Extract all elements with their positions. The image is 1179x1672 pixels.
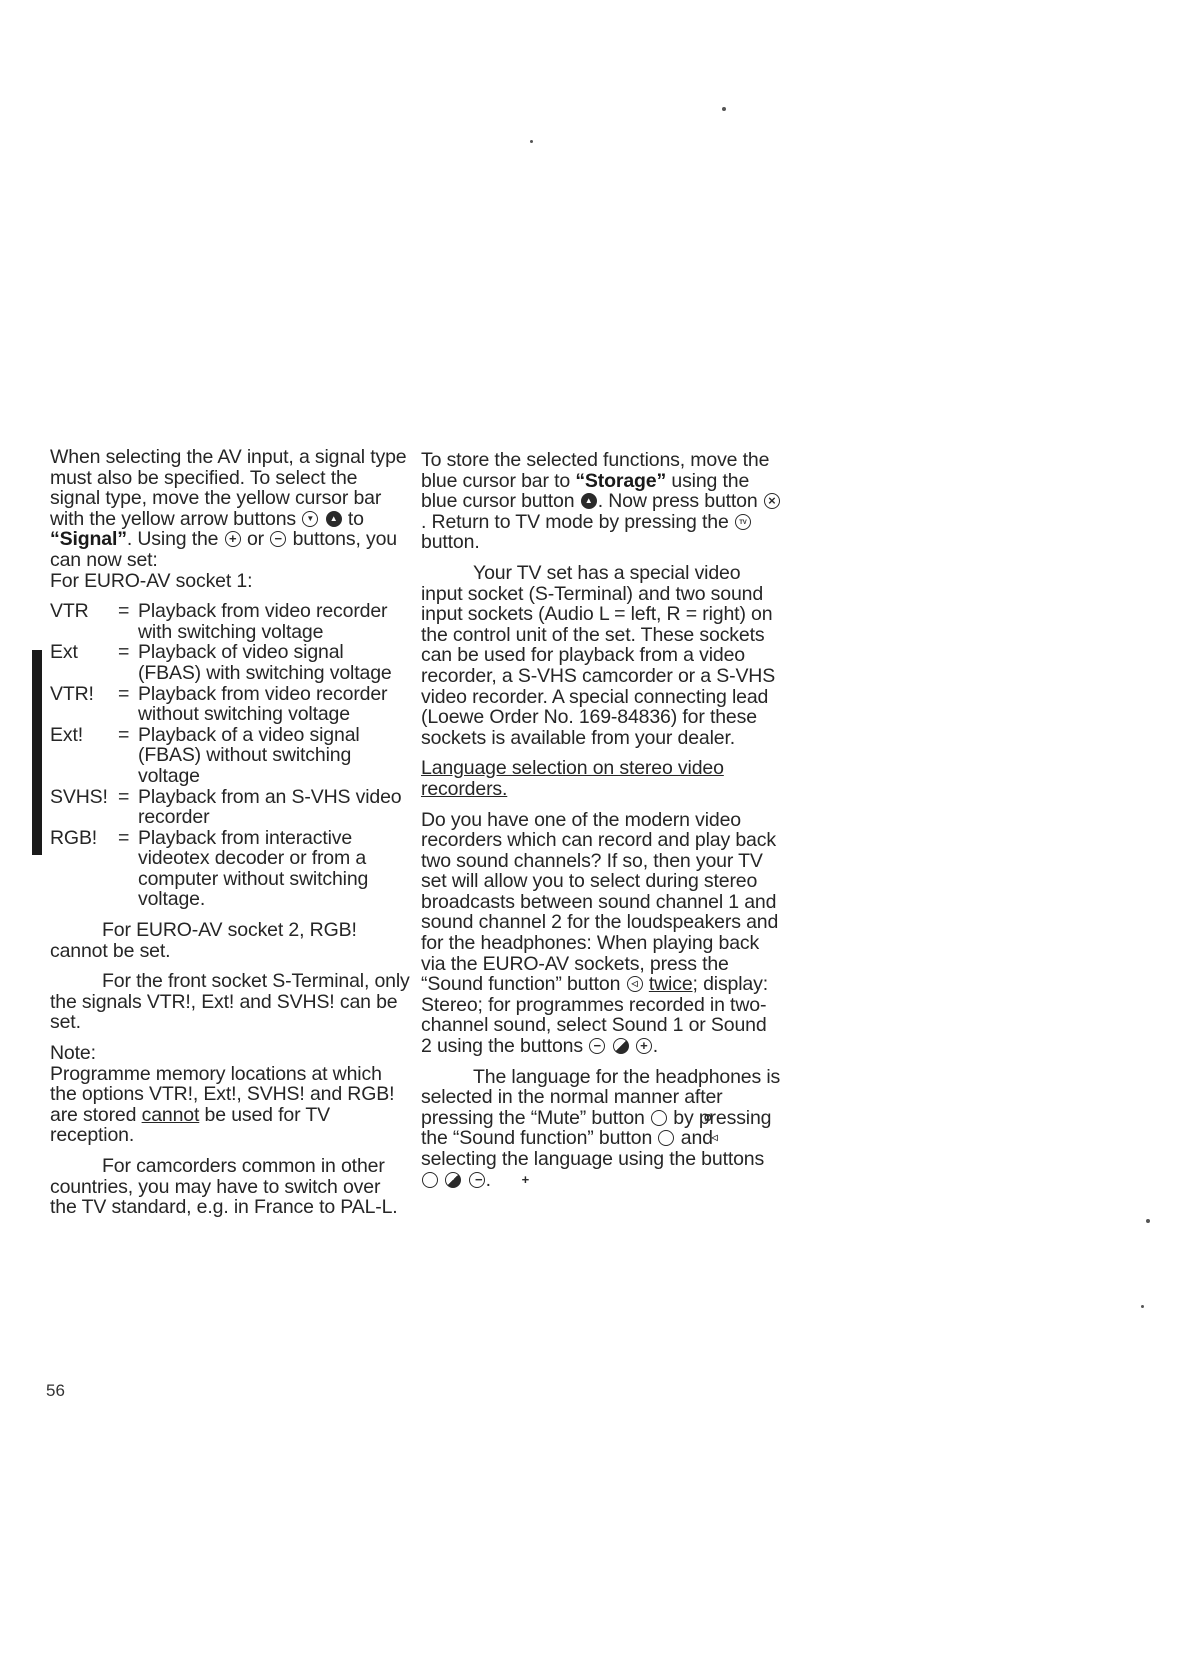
storage-keyword: “Storage” <box>575 469 667 492</box>
signal-description: Playback from video recorder without switching voltage <box>138 682 388 726</box>
signal-equals: = <box>118 785 130 808</box>
modern-text: Do you have one of the modern video recorders which can record and play back two sound channels? If so, then your TV set will allow you to select during stereo broadcasts between sound channel 1 and sound channel 2 for the loudspeakers and for the headphones: When playing back via the EURO-AV sockets, press the “Sound function” button <box>421 808 779 996</box>
plus-icon <box>225 531 241 547</box>
signal-row <box>50 642 410 683</box>
signal-list <box>50 601 410 910</box>
right-column <box>421 450 781 1190</box>
scan-speck <box>722 107 726 111</box>
headphones-text: and selecting the language using the buttons <box>421 1127 765 1170</box>
x-icon <box>764 493 780 509</box>
headphones-text: by pressing the “Sound function” button <box>421 1106 772 1150</box>
balance-icon <box>613 1038 629 1054</box>
tv-icon <box>735 514 751 530</box>
signal-row <box>50 787 410 828</box>
twice-text: twice <box>648 973 693 996</box>
plus-icon <box>636 1038 652 1054</box>
signal-description: Playback from an S-VHS video recorder <box>138 785 402 829</box>
camcorders-paragraph: For camcorders common in other countries, you may have to switch over the TV standard, e.g. in France to PAL-L. <box>50 1155 398 1219</box>
scan-speck <box>530 140 533 143</box>
intro-text: When selecting the AV input, a signal type must also be specified. To select the signal type, move the yellow cursor bar with the yellow arrow buttons <box>50 446 407 530</box>
cursor-down-icon <box>302 511 318 527</box>
signal-code: VTR! <box>50 682 94 705</box>
signal-keyword: “Signal” <box>50 528 127 551</box>
cursor-up-icon <box>581 493 597 509</box>
or-text: or <box>246 528 264 551</box>
signal-description: Playback of a video signal (FBAS) without switching voltage <box>138 723 360 787</box>
signal-description: Playback from interactive videotex decoder or from a computer without switching voltage. <box>138 826 369 911</box>
store-text: . Return to TV mode by pressing the <box>421 510 729 533</box>
signal-row <box>50 828 410 910</box>
note-label: Note: <box>50 1042 96 1065</box>
signal-equals: = <box>118 682 130 705</box>
page-number: 56 <box>46 1381 65 1400</box>
special-input-paragraph: Your TV set has a special video input socket (S-Terminal) and two sound input sockets (Audio L = left, R = right) on the control unit of the set. These sockets can be used for playback from a video recorder, a S-VHS camcorder or a S-VHS video recorder. A special connecting lead (Loewe Order No. 169-84836) for these sockets is available from your dealer. <box>421 561 776 749</box>
note-text: Programme memory locations at which the options VTR!, Ext!, SVHS! and RGB! are stored <box>50 1062 395 1126</box>
cursor-up-icon <box>326 511 342 527</box>
signal-description: Playback of video signal (FBAS) with switching voltage <box>138 641 392 684</box>
signal-equals: = <box>118 600 130 623</box>
signal-row <box>50 684 410 725</box>
front-socket-paragraph: For the front socket S-Terminal, only the signals VTR!, Ext! and SVHS! can be set. <box>50 970 410 1034</box>
scan-speck <box>1141 1305 1144 1308</box>
store-text: To store the selected functions, move the blue cursor bar to <box>421 449 770 492</box>
store-text: button. <box>421 531 480 554</box>
euro-av1-label: For EURO-AV socket 1: <box>50 569 253 592</box>
buttons-set-text: buttons, you can now set: <box>50 528 398 571</box>
minus-icon <box>270 531 286 547</box>
store-text: using the blue cursor button <box>421 469 750 513</box>
note-paragraph <box>50 1064 410 1146</box>
signal-code: Ext <box>50 641 78 664</box>
modern-recorders-paragraph: Do you have one of the modern video recorders which can record and play back two sound channels? If so, then your TV set will allow you to select during stereo broadcasts between sound channel 1 and sound channel 2 for the loudspeakers and for the headphones: When playing back via the EURO-AV sockets, press the “Sound function” button ◁ twice; display: Stereo; for programmes recorded in two-channel sound, select Sound 1 or Sound 2 using the buttons − + . <box>421 810 781 1057</box>
signal-code: SVHS! <box>50 785 108 808</box>
signal-code: RGB! <box>50 826 98 849</box>
note-cannot: cannot <box>141 1103 200 1126</box>
sound-function-icon <box>627 976 643 992</box>
store-text: . Now press button <box>597 490 758 513</box>
signal-type-paragraph <box>50 447 410 571</box>
sound-function-icon <box>658 1130 674 1146</box>
note-text-end: be used for TV reception. <box>50 1103 330 1147</box>
balance-icon <box>445 1172 461 1188</box>
headphones-paragraph: The language for the headphones is selected in the normal manner after pressing the “Mute” button Ø by pressing the “Sound function” button ◁ and selecting the language using the buttons − +. <box>421 1067 781 1191</box>
signal-row <box>50 601 410 642</box>
mute-icon <box>651 1110 667 1126</box>
store-paragraph <box>421 450 781 553</box>
minus-icon <box>422 1172 438 1188</box>
using-text: . Using the <box>126 528 219 551</box>
language-selection-heading: Language selection on stereo video recorders. <box>421 757 724 800</box>
signal-equals: = <box>118 641 130 664</box>
modern-text: ; display: Stereo; for programmes recorded in two-channel sound, select Sound 1 or Sound 2 using the buttons <box>421 973 768 1058</box>
to-text: to <box>347 507 364 530</box>
headphones-text: The language for the headphones is selected in the normal manner after pressing the “Mute” button <box>421 1065 781 1129</box>
signal-equals: = <box>118 826 130 849</box>
signal-equals: = <box>118 723 130 746</box>
plus-icon <box>469 1172 485 1188</box>
minus-icon <box>589 1038 605 1054</box>
signal-description: Playback from video recorder with switching voltage <box>138 600 388 643</box>
signal-code: VTR <box>50 600 89 623</box>
binding-edge-mark <box>32 650 42 855</box>
signal-code: Ext! <box>50 723 83 746</box>
left-column <box>50 447 410 1218</box>
scan-speck <box>1146 1219 1150 1223</box>
signal-row <box>50 725 410 787</box>
euro-av2-paragraph: For EURO-AV socket 2, RGB! cannot be set. <box>50 919 357 962</box>
